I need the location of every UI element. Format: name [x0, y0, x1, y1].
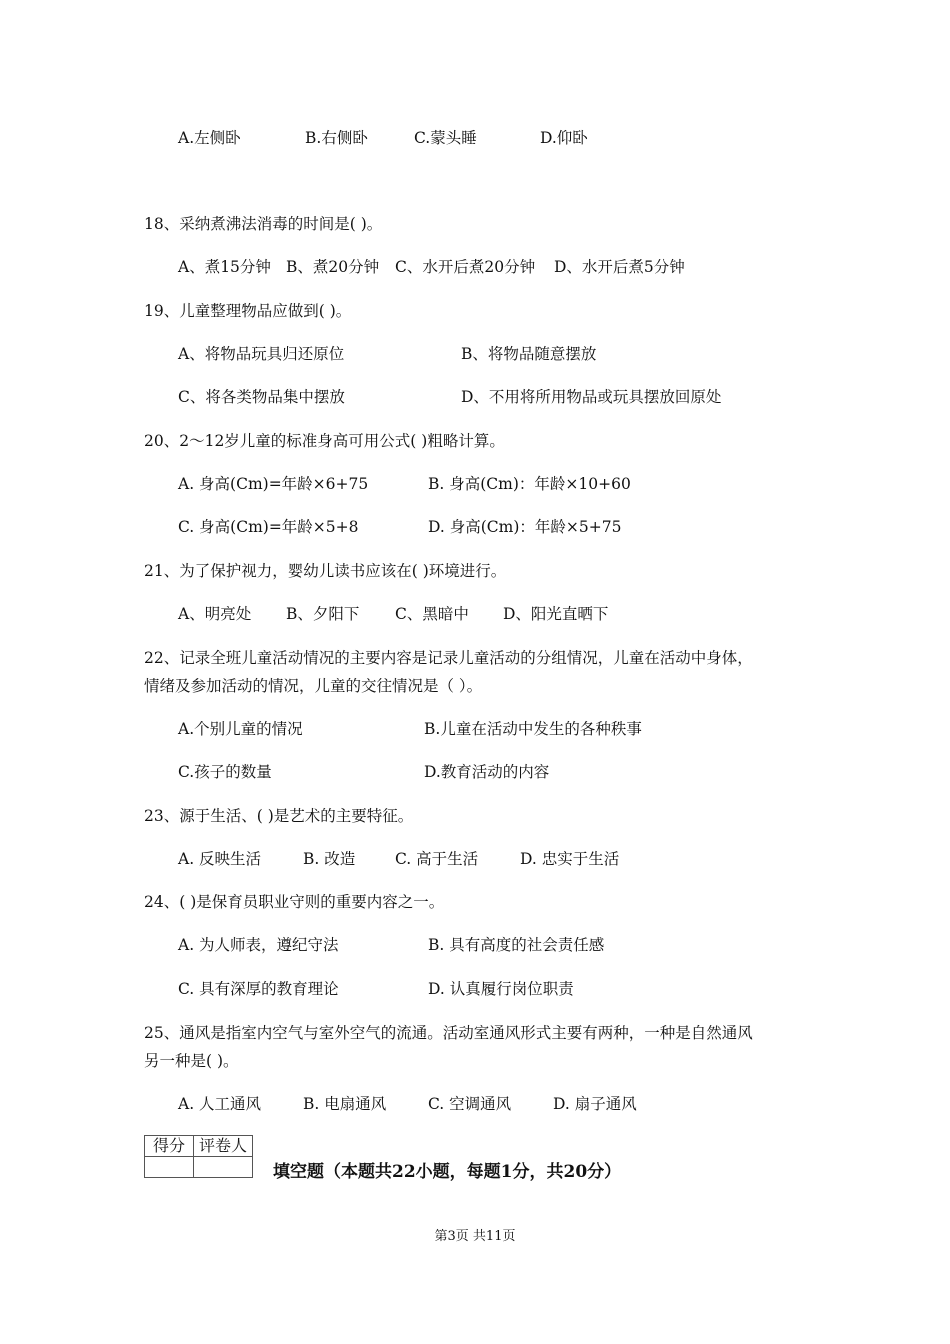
q22-option-d: D.教育活动的内容	[424, 763, 550, 781]
q18-option-b: B、煮20分钟	[286, 258, 380, 276]
q17-option-a: A.左侧卧	[178, 129, 241, 147]
q25-stem-line1: 25、通风是指室内空气与室外空气的流通。活动室通风形式主要有两种，一种是自然通风	[144, 1024, 753, 1042]
q24-option-d: D. 认真履行岗位职责	[428, 980, 574, 998]
q22-option-b: B.儿童在活动中发生的各种秩事	[424, 720, 642, 738]
q22-option-a: A.个别儿童的情况	[178, 720, 303, 738]
q22-option-c: C.孩子的数量	[178, 763, 272, 781]
q21-option-d: D、阳光直晒下	[503, 605, 609, 623]
q25-option-b: B. 电扇通风	[303, 1095, 387, 1113]
q21-stem: 21、为了保护视力，婴幼儿读书应该在( )环境进行。	[144, 562, 507, 580]
q21-option-c: C、黑暗中	[395, 605, 469, 623]
q23-option-c: C. 高于生活	[395, 850, 479, 868]
q20-stem: 20、2～12岁儿童的标准身高可用公式( )粗略计算。	[144, 432, 505, 450]
q24-stem: 24、( )是保育员职业守则的重要内容之一。	[144, 893, 445, 911]
q18-option-d: D、水开后煮5分钟	[554, 258, 685, 276]
q19-option-c: C、将各类物品集中摆放	[178, 388, 345, 406]
q20-option-a: A. 身高(Cm)=年龄×6+75	[178, 475, 369, 493]
q25-option-d: D. 扇子通风	[553, 1095, 637, 1113]
section-title: 填空题（本题共22小题，每题1分，共20分）	[273, 1162, 622, 1182]
q21-option-b: B、夕阳下	[286, 605, 360, 623]
q19-stem: 19、儿童整理物品应做到( )。	[144, 302, 352, 320]
q23-stem: 23、源于生活、( )是艺术的主要特征。	[144, 807, 414, 825]
q17-option-b: B.右侧卧	[305, 129, 368, 147]
grader-header: 评卷人	[194, 1136, 253, 1157]
grader-cell	[194, 1157, 253, 1178]
q20-option-b: B. 身高(Cm)：年龄×10+60	[428, 475, 631, 493]
q24-option-c: C. 具有深厚的教育理论	[178, 980, 339, 998]
q23-option-d: D. 忠实于生活	[520, 850, 620, 868]
q19-option-d: D、不用将所用物品或玩具摆放回原处	[461, 388, 722, 406]
q19-option-a: A、将物品玩具归还原位	[178, 345, 345, 363]
q18-option-a: A、煮15分钟	[178, 258, 271, 276]
score-table	[144, 1135, 253, 1178]
q17-option-c: C.蒙头睡	[414, 129, 477, 147]
q23-option-a: A. 反映生活	[178, 850, 262, 868]
q18-stem: 18、采纳煮沸法消毒的时间是( )。	[144, 215, 383, 233]
q17-option-d: D.仰卧	[540, 129, 588, 147]
page-footer: 第3页 共11页	[434, 1229, 516, 1244]
q20-option-c: C. 身高(Cm)=年龄×5+8	[178, 518, 359, 536]
q23-option-b: B. 改造	[303, 850, 356, 868]
score-cell	[145, 1157, 194, 1178]
q22-stem-line1: 22、记录全班儿童活动情况的主要内容是记录儿童活动的分组情况，儿童在活动中身体，	[144, 649, 753, 667]
q25-option-a: A. 人工通风	[178, 1095, 262, 1113]
q25-option-c: C. 空调通风	[428, 1095, 512, 1113]
q19-option-b: B、将物品随意摆放	[461, 345, 597, 363]
q20-option-d: D. 身高(Cm)：年龄×5+75	[428, 518, 622, 536]
score-header: 得分	[145, 1136, 194, 1157]
q24-option-b: B. 具有高度的社会责任感	[428, 936, 605, 954]
q22-stem-line2: 情绪及参加活动的情况，儿童的交往情况是（ ）。	[144, 677, 483, 695]
q25-stem-line2: 另一种是( )。	[144, 1052, 239, 1070]
q24-option-a: A. 为人师表，遵纪守法	[178, 936, 339, 954]
q21-option-a: A、明亮处	[178, 605, 252, 623]
q18-option-c: C、水开后煮20分钟	[395, 258, 536, 276]
